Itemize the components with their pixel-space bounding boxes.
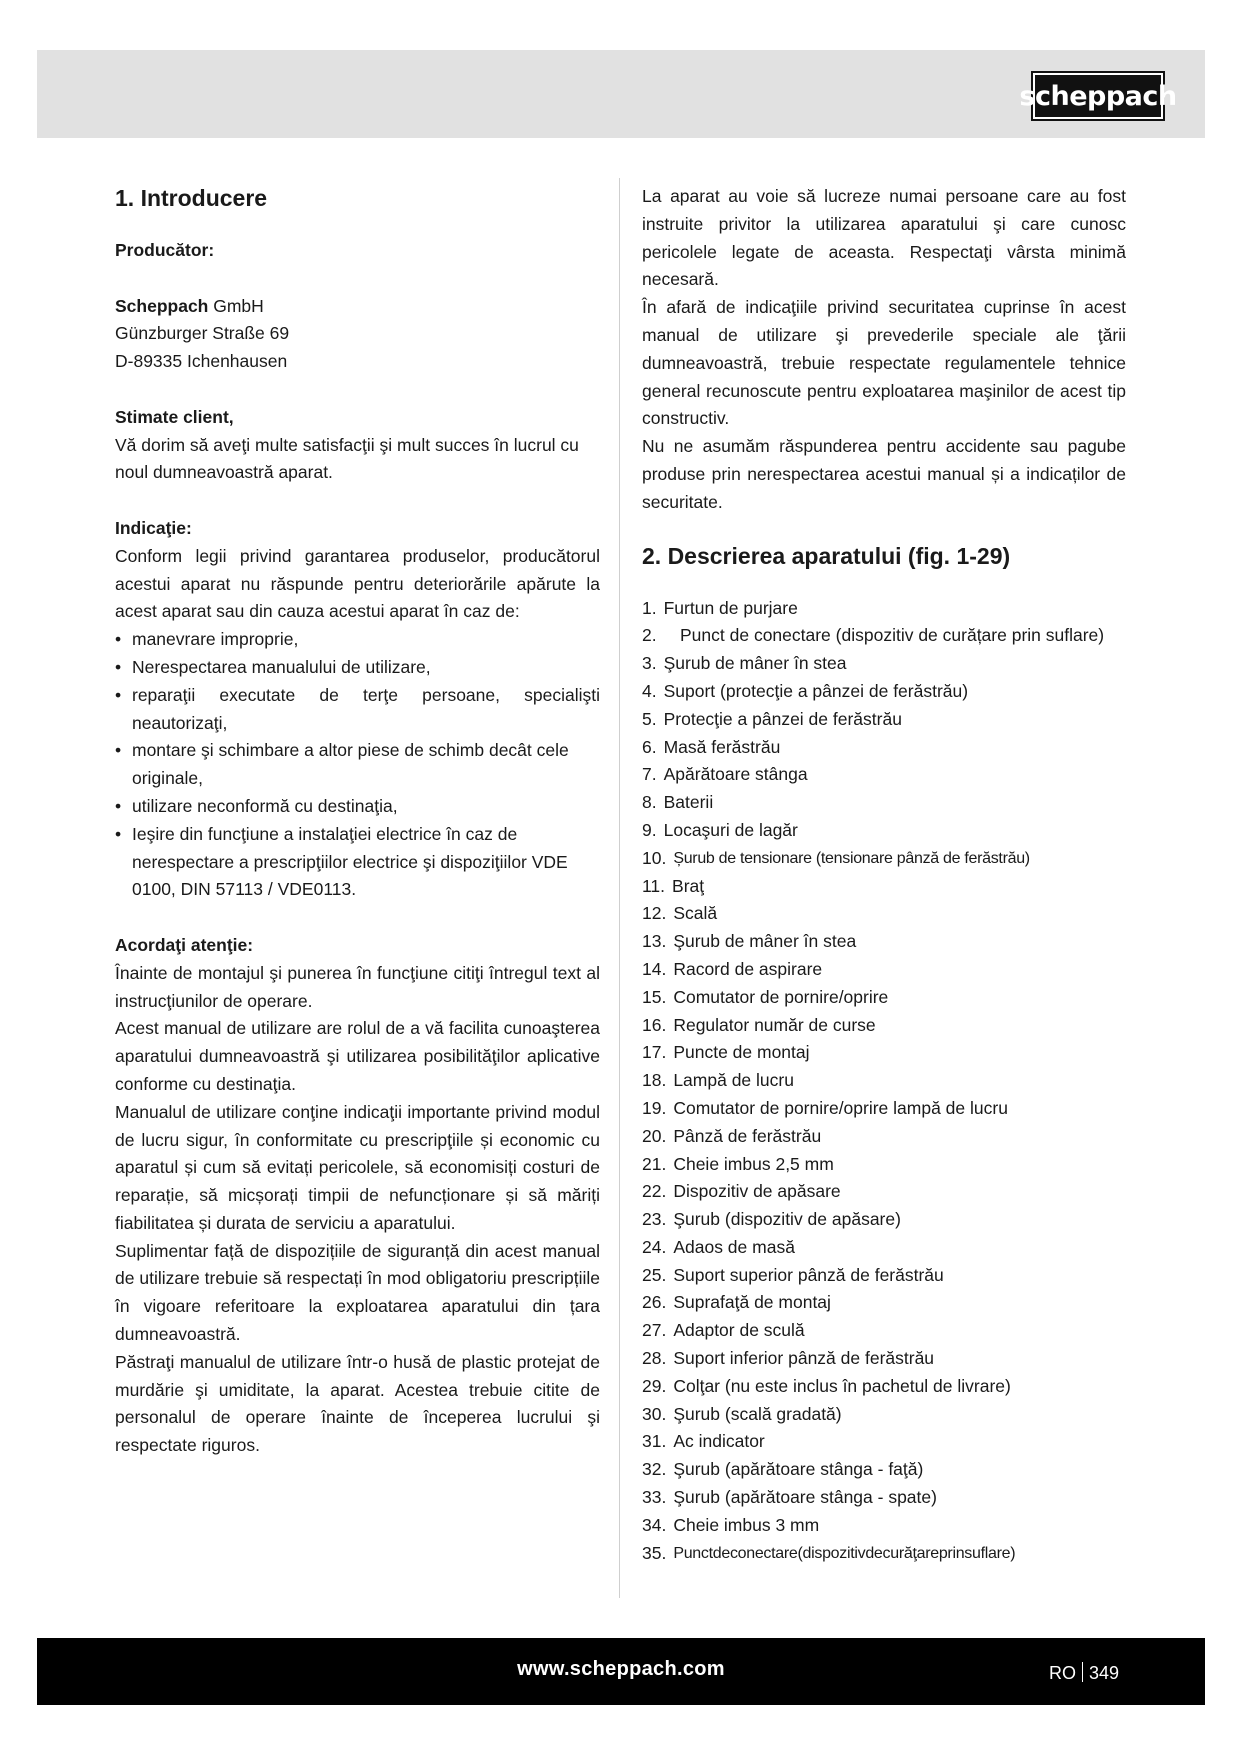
part-label: Apărătoare stânga [663,764,808,785]
part-number: 10. [642,847,667,868]
parts-list-item [642,1206,1126,1234]
intro-paragraph: În afară de indicaţiile privind securitatea cuprinse în acest manual de utilizare şi prevederile speciale ale ţării dumneavoastră, trebuie respectate regulamentele tehnice general recunoscute pentru exploatarea maşinilor de acest tip constructiv. [642,297,1126,429]
parts-list-item [642,900,1126,928]
part-label: Puncte de montaj [673,1042,810,1063]
part-label: Șurub de tensionare (tensionare pânză de ferăstrău) [673,849,1030,867]
parts-list-item [642,734,1126,762]
part-number: 15. [642,986,667,1007]
language-code: RO [1048,1663,1076,1683]
parts-list-item [642,956,1126,984]
attention-paragraph: Păstraţi manualul de utilizare într-o husă de plastic protejat de murdărie şi umiditate, la aparat. Acestea trebuie citite de personalul de operare înainte de începerea lucrului şi respectate riguros. [115,1351,600,1456]
part-label: Cheie imbus 2,5 mm [673,1153,834,1174]
footer-bar [37,1638,1205,1705]
part-label: Protecţie a pânzei de ferăstrău [663,708,902,729]
attention-paragraph: Suplimentar față de dispozițiile de siguranță din acest manual de utilizare trebuie să respectați în mod obligatoriu prescripțiile în vigoare referitoare la exploatarea aparatului din țara dumneavoastră. [115,1240,600,1345]
page-indicator [1049,1662,1119,1684]
part-number: 28. [642,1348,667,1369]
part-number: 9. [642,819,657,840]
part-label: Comutator de pornire/oprire lampă de lucru [673,1097,1008,1118]
address-street: Günzburger Straße 69 [115,323,290,344]
part-label: Dispozitiv de apăsare [673,1181,841,1202]
intro-paragraph: Nu ne asumăm răspunderea pentru accidente sau pagube produse prin nerespectarea acestui manual și a indicaților de securitate. [642,436,1126,512]
parts-list-item [642,1428,1126,1456]
part-number: 19. [642,1097,667,1118]
part-number: 17. [642,1042,667,1063]
parts-list-item [642,873,1126,901]
notice-item: • montare şi schimbare a altor piese de schimb decât cele originale, [115,737,600,793]
attention-paragraph: Acest manual de utilizare are rolul de a vă facilita cunoaşterea aparatului dumneavoastră şi utilizarea posibilităţilor aplicative conforme cu destinaţia. [115,1018,600,1094]
part-number: 20. [642,1125,667,1146]
parts-list-item [642,1484,1126,1512]
section-title-descrierea: 2. Descrierea aparatului (fig. 1-29) [642,542,1011,569]
part-number: 6. [642,736,657,757]
part-label: Colţar (nu este inclus în pachetul de livrare) [673,1375,1011,1396]
part-number: 30. [642,1403,667,1424]
parts-list-item [642,1540,1126,1568]
notice-list [115,626,600,904]
parts-list-item [642,706,1126,734]
attention-paragraph: Înainte de montajul şi punerea în funcţiune citiţi întregul text al instrucţiunilor de operare. [115,962,600,1011]
part-label: Şurub de mâner în stea [663,653,847,674]
part-number: 14. [642,958,667,979]
address-city: D-89335 Ichenhausen [115,351,288,372]
notice-text: Conform legii privind garantarea produselor, producătorul acestui aparat nu răspunde pentru deteriorările apărute la acest aparat sau din cauza acestui aparat în caz de: [115,545,600,622]
part-number: 7. [642,764,657,785]
left-column [115,183,600,1460]
part-label: Şurub de mâner în stea [673,931,857,952]
notice-heading: Indicaţie: [115,517,192,538]
company-suffix: GmbH [208,295,264,316]
part-label: Cheie imbus 3 mm [673,1514,820,1535]
customer-text: Vă dorim să aveţi multe satisfacţii şi mult succes în lucrul cu noul dumneavoastră aparat. [115,434,579,483]
part-label: Suport superior pânză de ferăstrău [673,1264,944,1285]
notice-item: • Nerespectarea manualului de utilizare, [115,654,600,682]
part-number: 27. [642,1320,667,1341]
company-line [115,293,600,321]
attention-paragraph: Manualul de utilizare conţine indicaţii importante privind modul de lucru sigur, în conformitate cu prescripţiile și economic cu aparatul și cum să evitați pericolele, să economisiți costuri de reparație, să micșorați timpii de nefuncționare și să măriți fiabilitatea și durata de serviciu a aparatului. [115,1101,600,1233]
part-label: Ac indicator [673,1431,765,1452]
right-column [642,183,1126,1567]
part-label: Pânză de ferăstrău [673,1125,822,1146]
part-label: Braţ [672,875,705,896]
parts-list-item [642,1178,1126,1206]
part-number: 32. [642,1459,667,1480]
parts-list-item [642,928,1126,956]
scheppach-logo: scheppach [1031,71,1165,121]
parts-list-item [642,1373,1126,1401]
parts-list-item [642,1512,1126,1540]
intro-paragraph: La aparat au voie să lucreze numai persoane care au fost instruite privitor la utilizarea aparatului şi care cunosc pericolele legate de aceasta. Respectaţi vârsta minimă necesară. [642,186,1126,290]
notice-item: • Ieşire din funcţiune a instalaţiei electrice în caz de nerespectare a prescripţiilor electrice şi dispoziţiilor VDE 0100, DIN 57113 / VDE0113. [115,821,600,904]
part-number: 25. [642,1264,667,1285]
part-number: 34. [642,1514,667,1535]
part-number: 1. [642,597,657,618]
parts-list-item [642,595,1126,623]
parts-list-item [642,650,1126,678]
parts-list-item [642,1151,1126,1179]
page-number: 349 [1088,1663,1119,1683]
part-label: Şurub (apărătoare stânga - spate) [673,1487,937,1508]
parts-list-item [642,1012,1126,1040]
part-label: Suport (protecţie a pânzei de ferăstrău) [663,680,969,701]
parts-list-item [642,1401,1126,1429]
part-number: 8. [642,792,657,813]
part-label: Şurub (dispozitiv de apăsare) [673,1209,901,1230]
part-label: Locaşuri de lagăr [663,819,798,840]
part-number: 11. [642,875,666,896]
part-label: Comutator de pornire/oprire [673,986,889,1007]
parts-list-item [642,1345,1126,1373]
parts-list-item [642,1039,1126,1067]
parts-list-item [642,817,1126,845]
parts-list-item [642,1067,1126,1095]
part-number: 29. [642,1375,667,1396]
part-label: Furtun de purjare [663,597,798,618]
parts-list-item [642,1317,1126,1345]
part-label: Suprafaţă de montaj [673,1292,831,1313]
part-label: Racord de aspirare [673,958,823,979]
customer-heading: Stimate client, [115,406,234,427]
part-number: 12. [642,903,667,924]
part-number: 13. [642,931,667,952]
part-label: Baterii [663,792,714,813]
part-number: 22. [642,1181,667,1202]
part-label: Punctdeconectare(dispozitivdecurăţareprinsuflare) [673,1544,1016,1562]
part-label: Şurub (apărătoare stânga - faţă) [673,1459,924,1480]
company-name: Scheppach [115,295,209,316]
part-number: 21. [642,1153,667,1174]
part-label: Punct de conectare (dispozitiv de curățare prin suflare) [680,625,1105,646]
parts-list-item [642,622,1126,650]
parts-list-item [642,761,1126,789]
parts-list-item [642,845,1126,873]
part-label: Adaptor de sculă [673,1320,805,1341]
footer-website-link[interactable]: www.scheppach.com [517,1658,725,1680]
parts-list-item [642,1234,1126,1262]
part-number: 23. [642,1209,667,1230]
part-number: 24. [642,1236,667,1257]
part-number: 26. [642,1292,667,1313]
notice-item: • utilizare neconformă cu destinaţia, [115,793,600,821]
part-number: 5. [642,708,657,729]
parts-list-item [642,678,1126,706]
notice-item: • reparaţii executate de terţe persoane, specialişti neautorizaţi, [115,682,600,738]
part-label: Scală [673,903,718,924]
part-number: 3. [642,653,657,674]
parts-list-item [642,1123,1126,1151]
producer-label: Producător: [115,240,215,260]
attention-heading: Acordaţi atenţie: [115,934,254,955]
notice-item: • manevrare improprie, [115,626,600,654]
part-label: Regulator număr de curse [673,1014,876,1035]
part-number: 4. [642,680,657,701]
section-title-introducere: 1. Introducere [115,185,268,211]
part-label: Lampă de lucru [673,1070,794,1091]
parts-list-item [642,1456,1126,1484]
part-label: Şurub (scală gradată) [673,1403,842,1424]
parts-list-item [642,789,1126,817]
parts-list [642,595,1126,1568]
parts-list-item [642,1289,1126,1317]
part-number: 33. [642,1487,667,1508]
part-label: Masă ferăstrău [663,736,781,757]
page-separator [1082,1662,1083,1682]
part-number: 18. [642,1070,667,1091]
parts-list-item [642,984,1126,1012]
part-number: 16. [642,1014,667,1035]
part-number: 2. [642,625,657,646]
parts-list-item [642,1095,1126,1123]
part-number: 35. [642,1542,667,1563]
part-number: 31. [642,1431,667,1452]
part-label: Suport inferior pânză de ferăstrău [673,1348,935,1369]
part-label: Adaos de masă [673,1236,795,1257]
column-divider [619,178,620,1598]
parts-list-item [642,1262,1126,1290]
